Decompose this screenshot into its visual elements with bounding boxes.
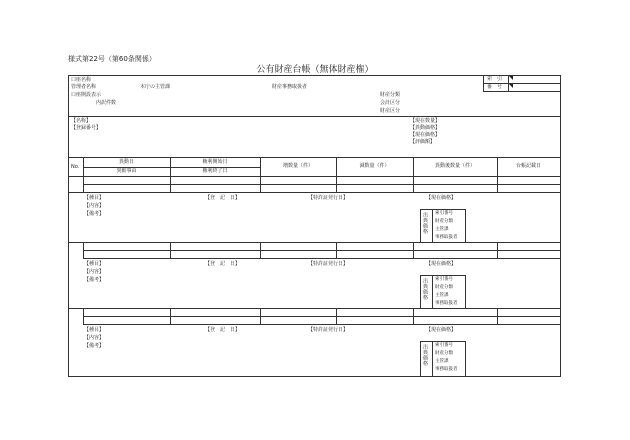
manager-label: 管理者名称 xyxy=(71,84,97,90)
current-price-label: 【現在価格】 xyxy=(410,132,441,138)
entry-patent-date: 【特許証発行日】 xyxy=(308,195,349,201)
entry-registered: 【登 記 日】 xyxy=(205,327,241,333)
entry-patent-date: 【特許証発行日】 xyxy=(308,327,349,333)
col-change-reason: 異動事由 xyxy=(116,168,137,174)
entry-registered: 【登 記 日】 xyxy=(205,261,241,267)
entry-content: 【内容】 xyxy=(84,203,105,209)
entry-handler: 事務取扱者 xyxy=(435,235,458,240)
name-label: 【名称】 xyxy=(71,118,92,124)
entry-patent-date: 【特許証発行日】 xyxy=(308,261,349,267)
entry-current-value: 【現在価格】 xyxy=(426,327,457,333)
dept-manager-label: 本庁の主管課 xyxy=(140,84,171,90)
entry-dept: 主管課 xyxy=(435,227,449,232)
asset-class-label: 財産分類 xyxy=(380,92,401,98)
entry-content: 【内容】 xyxy=(84,269,105,275)
col-ledger-date: 台帳記載日 xyxy=(515,163,541,169)
entry-source: 出典価格 xyxy=(422,278,428,300)
entry-remarks: 【備考】 xyxy=(84,343,105,349)
current-qty-label: 【現在数量】 xyxy=(410,118,441,124)
form-bottom-border xyxy=(68,376,561,377)
asset-section-label: 財産区分 xyxy=(380,108,401,114)
entry-content: 【内容】 xyxy=(84,335,105,341)
account-class-label: 会計区分 xyxy=(380,100,401,106)
index-label: 索 引 xyxy=(487,76,503,82)
entry-asset-class: 財産分類 xyxy=(435,219,453,224)
breakdown-count-label: 内訳件数 xyxy=(96,100,117,106)
entry-source: 出典価格 xyxy=(422,344,428,366)
entry-current-value: 【現在価格】 xyxy=(426,195,457,201)
entry-remarks: 【備考】 xyxy=(84,277,105,283)
page-title: 公有財産台帳（無体財産権） xyxy=(256,65,374,75)
col-increase: 増数量（件） xyxy=(282,163,313,169)
entry-index-no: 索引番号 xyxy=(435,343,453,348)
col-decrease: 減数量（件） xyxy=(359,163,390,169)
reg-no-label: 【登録番号】 xyxy=(71,125,102,131)
account-open-label: 口座開設表示 xyxy=(71,92,102,98)
account-name-label: 口座名称 xyxy=(71,77,92,83)
col-right-end: 権利終了日 xyxy=(202,168,228,174)
form-label: 様式第22号（第60条関係） xyxy=(68,55,156,63)
entry-handler: 事務取扱者 xyxy=(435,301,458,306)
entry-source: 出典価格 xyxy=(422,212,428,234)
entry-dept: 主管課 xyxy=(435,359,449,364)
entry-remarks: 【備考】 xyxy=(84,211,105,217)
change-price-label: 【異動価格】 xyxy=(410,125,441,131)
valuation-label: 【評価額】 xyxy=(410,139,436,145)
number-label: 番 号 xyxy=(487,84,503,90)
asset-handler-label: 財産事務取扱者 xyxy=(272,84,308,90)
entry-asset-class: 財産分類 xyxy=(435,285,453,290)
entry-index-no: 索引番号 xyxy=(435,277,453,282)
entry-asset-class: 財産分類 xyxy=(435,351,453,356)
entry-dept: 主管課 xyxy=(435,293,449,298)
entry-registered: 【登 記 日】 xyxy=(205,195,241,201)
entry-type: 【種目】 xyxy=(84,195,105,201)
col-right-start: 権利開始日 xyxy=(202,159,228,165)
col-no: No. xyxy=(71,164,80,170)
entry-handler: 事務取扱者 xyxy=(435,367,458,372)
entry-type: 【種目】 xyxy=(84,327,105,333)
entry-current-value: 【現在価格】 xyxy=(426,261,457,267)
col-after-change: 異動後数量（件） xyxy=(434,163,475,169)
entry-index-no: 索引番号 xyxy=(435,211,453,216)
entry-type: 【種目】 xyxy=(84,261,105,267)
col-change-date: 異動日 xyxy=(118,159,134,165)
